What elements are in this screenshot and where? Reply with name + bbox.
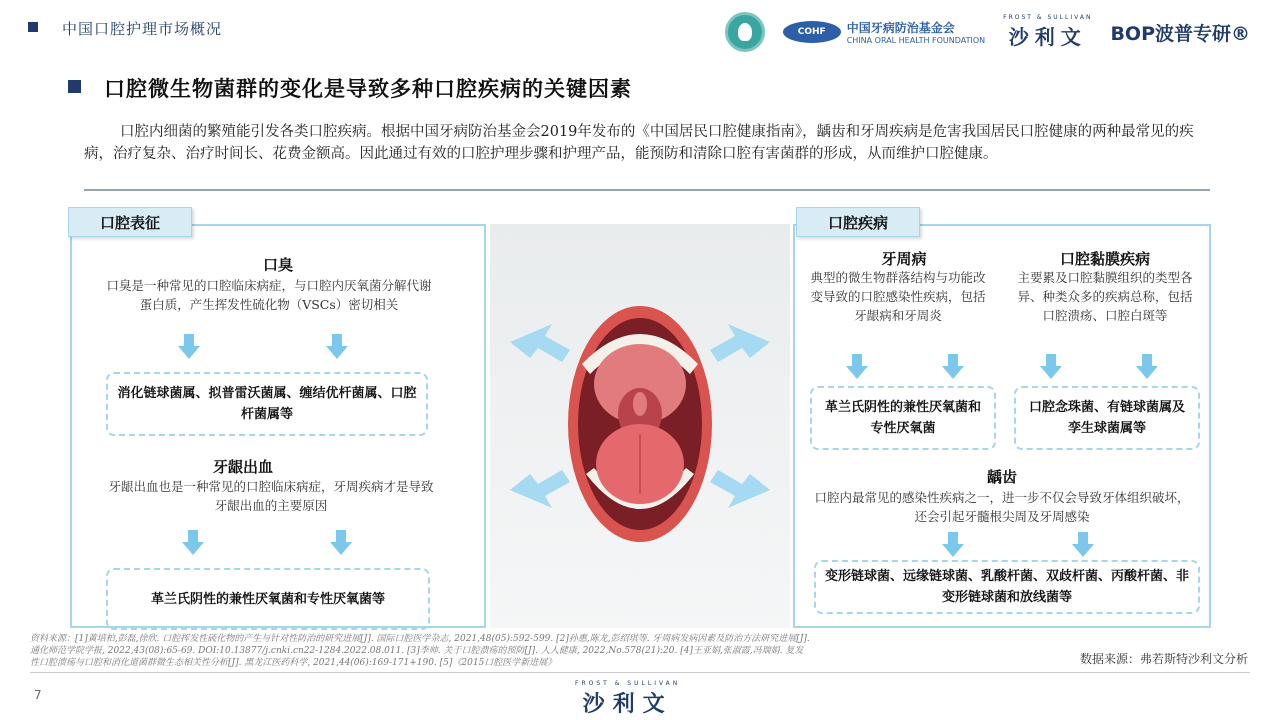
foundation-emblem-icon xyxy=(725,12,765,52)
footnote-sources: 资料来源：[1]黄培柏,彭磊,徐欣. 口腔挥发性硫化物的产生与针对性防治的研究进展[J]. 国际口腔医学杂志, 2021,48(05):592-599. [2]孙惠,陈龙,彭绍琪等. 牙周病发病因素及防治方法研究进展[J]. 通化师范学院学报, 2022,43(08):65-69. DOI:10.13877/j.cnki.cn22-1284.2022.08.011. [3]李帅. 关于口腔溃疡的预防[J]. 人人健康, 2022,No.578(21):20. [4]王亚娟,张淑霞,冯瑞娟. 复发性口腔溃疡与口腔和消化道菌群微生态相关性分析[J]. 黑龙江医药科学, 2021,44(06):169-171+190. [5]《2015口腔医学新进展》 xyxy=(30,634,810,668)
footer-frost-sullivan-logo: FROST & SULLIVAN 沙利文 xyxy=(575,680,681,717)
arrow-down-icon xyxy=(1136,354,1158,380)
arrow-down-icon xyxy=(846,354,868,380)
section-square-icon xyxy=(28,22,38,32)
bop-logo: BOP波普专研® xyxy=(1110,22,1250,45)
arrow-down-icon xyxy=(942,532,964,558)
data-source: 数据来源：弗若斯特沙利文分析 xyxy=(1079,652,1248,666)
intro-paragraph: 口腔内细菌的繁殖能引发各类口腔疾病。根据中国牙病防治基金会2019年发布的《中国居民口腔健康指南》，龋齿和牙周疾病是危害我国居民口腔健康的两种最常见的疾病，治疗复杂、治疗时间长、花费金额高。因此通过有效的口腔护理步骤和护理产品，能预防和清除口腔有害菌群的形成，从而维护口腔健康。 xyxy=(84,124,1194,162)
cohf-name-cn: 中国牙病防治基金会 xyxy=(846,21,955,35)
arrow-down-icon xyxy=(326,334,348,360)
mucosal-bacteria-box: 口腔念珠菌、有链球菌属及孪生球菌属等 xyxy=(1014,386,1200,450)
oral-symptoms-tag: 口腔表征 xyxy=(68,207,192,237)
section-title: 中国口腔护理市场概况 xyxy=(62,20,223,38)
gum-bleeding-bacteria-box: 革兰氏阴性的兼性厌氧菌和专性厌氧菌等 xyxy=(106,568,430,630)
caries-desc: 口腔内最常见的感染性疾病之一，进一步不仅会导致牙体组织破坏，还会引起牙髓根尖周及牙周感染 xyxy=(814,490,1190,524)
mucosal-disease-title: 口腔黏膜疾病 xyxy=(1059,250,1150,268)
cohf-oval-icon: COHF xyxy=(783,21,841,43)
periodontal-desc: 典型的微生物群落结构与功能改变导致的口腔感染性疾病，包括牙龈病和牙周炎 xyxy=(810,270,986,323)
caries-title: 龋齿 xyxy=(986,468,1017,486)
halitosis-title: 口臭 xyxy=(262,256,293,274)
arrow-down-icon xyxy=(1040,354,1062,380)
halitosis-bacteria-box: 消化链球菌属、拟普雷沃菌属、缠结优杆菌属、口腔杆菌属等 xyxy=(106,372,428,436)
top-bar xyxy=(0,0,1280,58)
page-title: 口腔微生物菌群的变化是导致多种口腔疾病的关键因素 xyxy=(104,77,632,101)
logo-group xyxy=(725,12,1250,52)
title-square-icon xyxy=(68,80,81,93)
divider xyxy=(84,189,1210,191)
gum-bleeding-title: 牙龈出血 xyxy=(212,458,273,476)
arrow-down-icon xyxy=(182,530,204,556)
arrow-down-icon xyxy=(178,334,200,360)
oral-diseases-tag: 口腔疾病 xyxy=(796,207,920,237)
mouth-illustration xyxy=(490,224,790,628)
periodontal-title: 牙周病 xyxy=(881,250,927,268)
arrow-down-icon xyxy=(1072,532,1094,558)
arrow-down-icon xyxy=(942,354,964,380)
mucosal-disease-desc: 主要累及口腔黏膜组织的类型各异、种类众多的疾病总称，包括口腔溃疡、口腔白斑等 xyxy=(1017,270,1193,323)
frost-sullivan-logo: FROST & SULLIVAN 沙利文 xyxy=(1003,14,1093,49)
halitosis-desc: 口臭是一种常见的口腔临床病症，与口腔内厌氧菌分解代谢蛋白质，产生挥发性硫化物（VSCs）密切相关 xyxy=(106,278,432,312)
cohf-name-en: CHINA ORAL HEALTH FOUNDATION xyxy=(846,36,986,45)
open-mouth-icon xyxy=(490,224,790,628)
footer-divider xyxy=(30,672,1250,673)
gum-bleeding-desc: 牙龈出血也是一种常见的口腔临床病症，牙周疾病才是导致牙龈出血的主要原因 xyxy=(108,479,434,513)
page-number: 7 xyxy=(34,688,42,702)
cohf-logo xyxy=(783,19,985,45)
periodontal-bacteria-box: 革兰氏阴性的兼性厌氧菌和专性厌氧菌 xyxy=(810,386,996,450)
arrow-down-icon xyxy=(330,530,352,556)
caries-bacteria-box: 变形链球菌、远缘链球菌、乳酸杆菌、双歧杆菌、丙酸杆菌、非变形链球菌和放线菌等 xyxy=(814,560,1200,614)
